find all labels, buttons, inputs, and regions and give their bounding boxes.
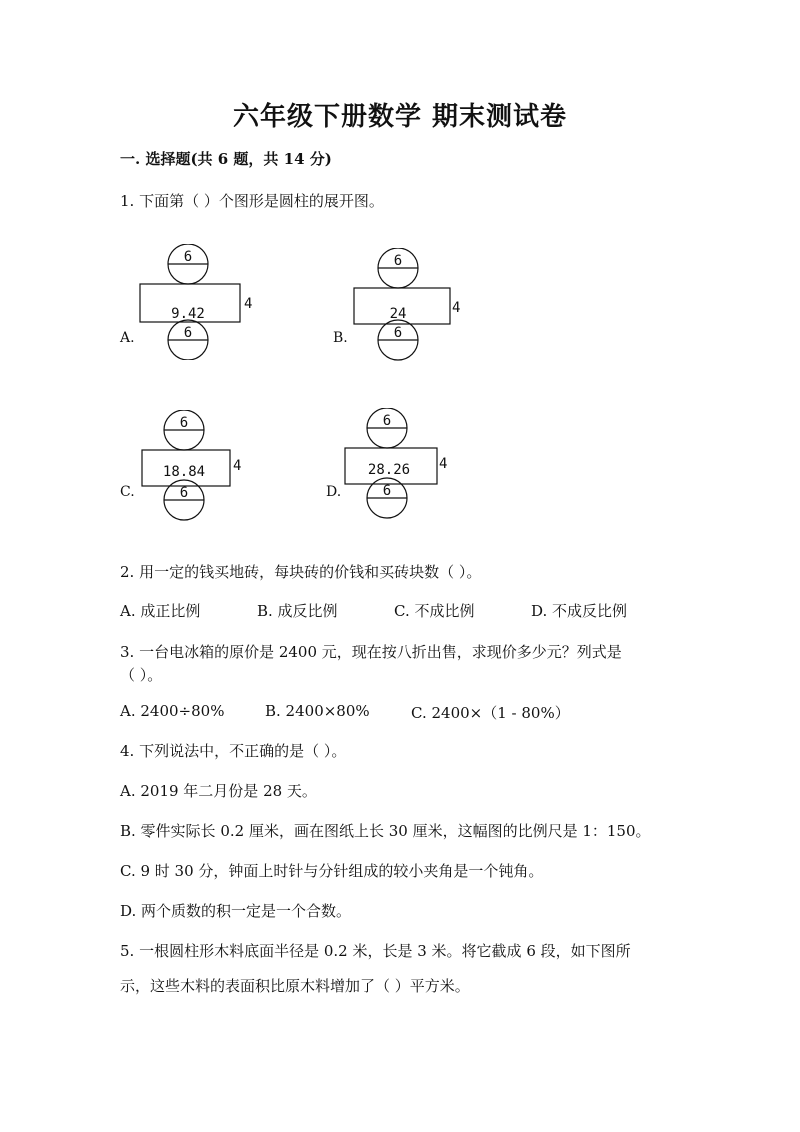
figure-a-rect-value: 9.42 <box>171 306 205 322</box>
question-3-option-c[interactable]: C. 2400×（1 - 80%） <box>411 704 570 722</box>
figure-b-top-circle-value: 6 <box>393 253 403 269</box>
question-3-stem-line-1: 3. 一台电冰箱的原价是 2400 元，现在按八折出售，求现价多少元？列式是 <box>120 643 622 661</box>
figure-d-top-circle-value: 6 <box>382 413 392 429</box>
figure-d[interactable] <box>343 408 455 526</box>
figure-d-bottom-circle-value: 6 <box>382 483 392 499</box>
question-4-option-d[interactable]: D. 两个质数的积一定是一个合数。 <box>120 902 352 920</box>
figure-a-side-value: 4 <box>244 296 253 312</box>
section-heading: 一. 选择题(共 6 题，共 14 分) <box>120 150 332 168</box>
figure-c-top-circle-value: 6 <box>179 415 189 431</box>
question-5-stem-line-2: 示，这些木料的表面积比原木料增加了（ ）平方米。 <box>120 977 470 995</box>
question-4-stem: 4. 下列说法中，不正确的是（ ）。 <box>120 742 347 760</box>
question-2-stem: 2. 用一定的钱买地砖，每块砖的价钱和买砖块数（ ）。 <box>120 563 482 581</box>
question-4-option-b[interactable]: B. 零件实际长 0.2 厘米，画在图纸上长 30 厘米，这幅图的比例尺是 1：150。 <box>120 822 651 840</box>
figure-b-label[interactable]: B. <box>333 330 348 346</box>
question-4-option-c[interactable]: C. 9 时 30 分，钟面上时针与分针组成的较小夹角是一个钝角。 <box>120 862 544 880</box>
question-3-stem-line-2: （ ）。 <box>120 666 163 684</box>
question-2-option-a[interactable]: A. 成正比例 <box>120 602 201 620</box>
page-title: 六年级下册数学 期末测试卷 <box>232 102 568 132</box>
question-2-option-d[interactable]: D. 不成反比例 <box>531 602 628 620</box>
figure-b-bottom-circle-value: 6 <box>393 325 403 341</box>
figure-c[interactable] <box>140 410 250 526</box>
figure-a-bottom-circle-value: 6 <box>183 325 193 341</box>
figure-b[interactable] <box>352 248 472 368</box>
figure-a-top-circle-value: 6 <box>183 249 193 265</box>
figure-c-rect-value: 18.84 <box>162 464 206 480</box>
figure-a-label[interactable]: A. <box>120 330 135 346</box>
figure-d-side-value: 4 <box>439 456 448 472</box>
figure-d-label[interactable]: D. <box>326 484 342 500</box>
question-5-stem-line-1: 5. 一根圆柱形木料底面半径是 0.2 米，长是 3 米。将它截成 6 段，如下图所 <box>120 942 631 960</box>
figure-c-bottom-circle-value: 6 <box>179 485 189 501</box>
figure-d-rect-value: 28.26 <box>367 462 411 478</box>
question-1-stem: 1. 下面第（ ）个图形是圆柱的展开图。 <box>120 192 384 210</box>
figure-a[interactable] <box>138 244 258 364</box>
question-2-option-c[interactable]: C. 不成比例 <box>394 602 475 620</box>
figure-b-side-value: 4 <box>452 300 461 316</box>
question-2-option-b[interactable]: B. 成反比例 <box>257 602 338 620</box>
question-4-option-a[interactable]: A. 2019 年二月份是 28 天。 <box>120 782 317 800</box>
figure-c-label[interactable]: C. <box>120 484 135 500</box>
figure-c-side-value: 4 <box>233 458 242 474</box>
question-3-option-a[interactable]: A. 2400÷80% <box>120 702 225 720</box>
figure-b-rect-value: 24 <box>389 306 407 322</box>
question-3-option-b[interactable]: B. 2400×80% <box>265 702 370 720</box>
